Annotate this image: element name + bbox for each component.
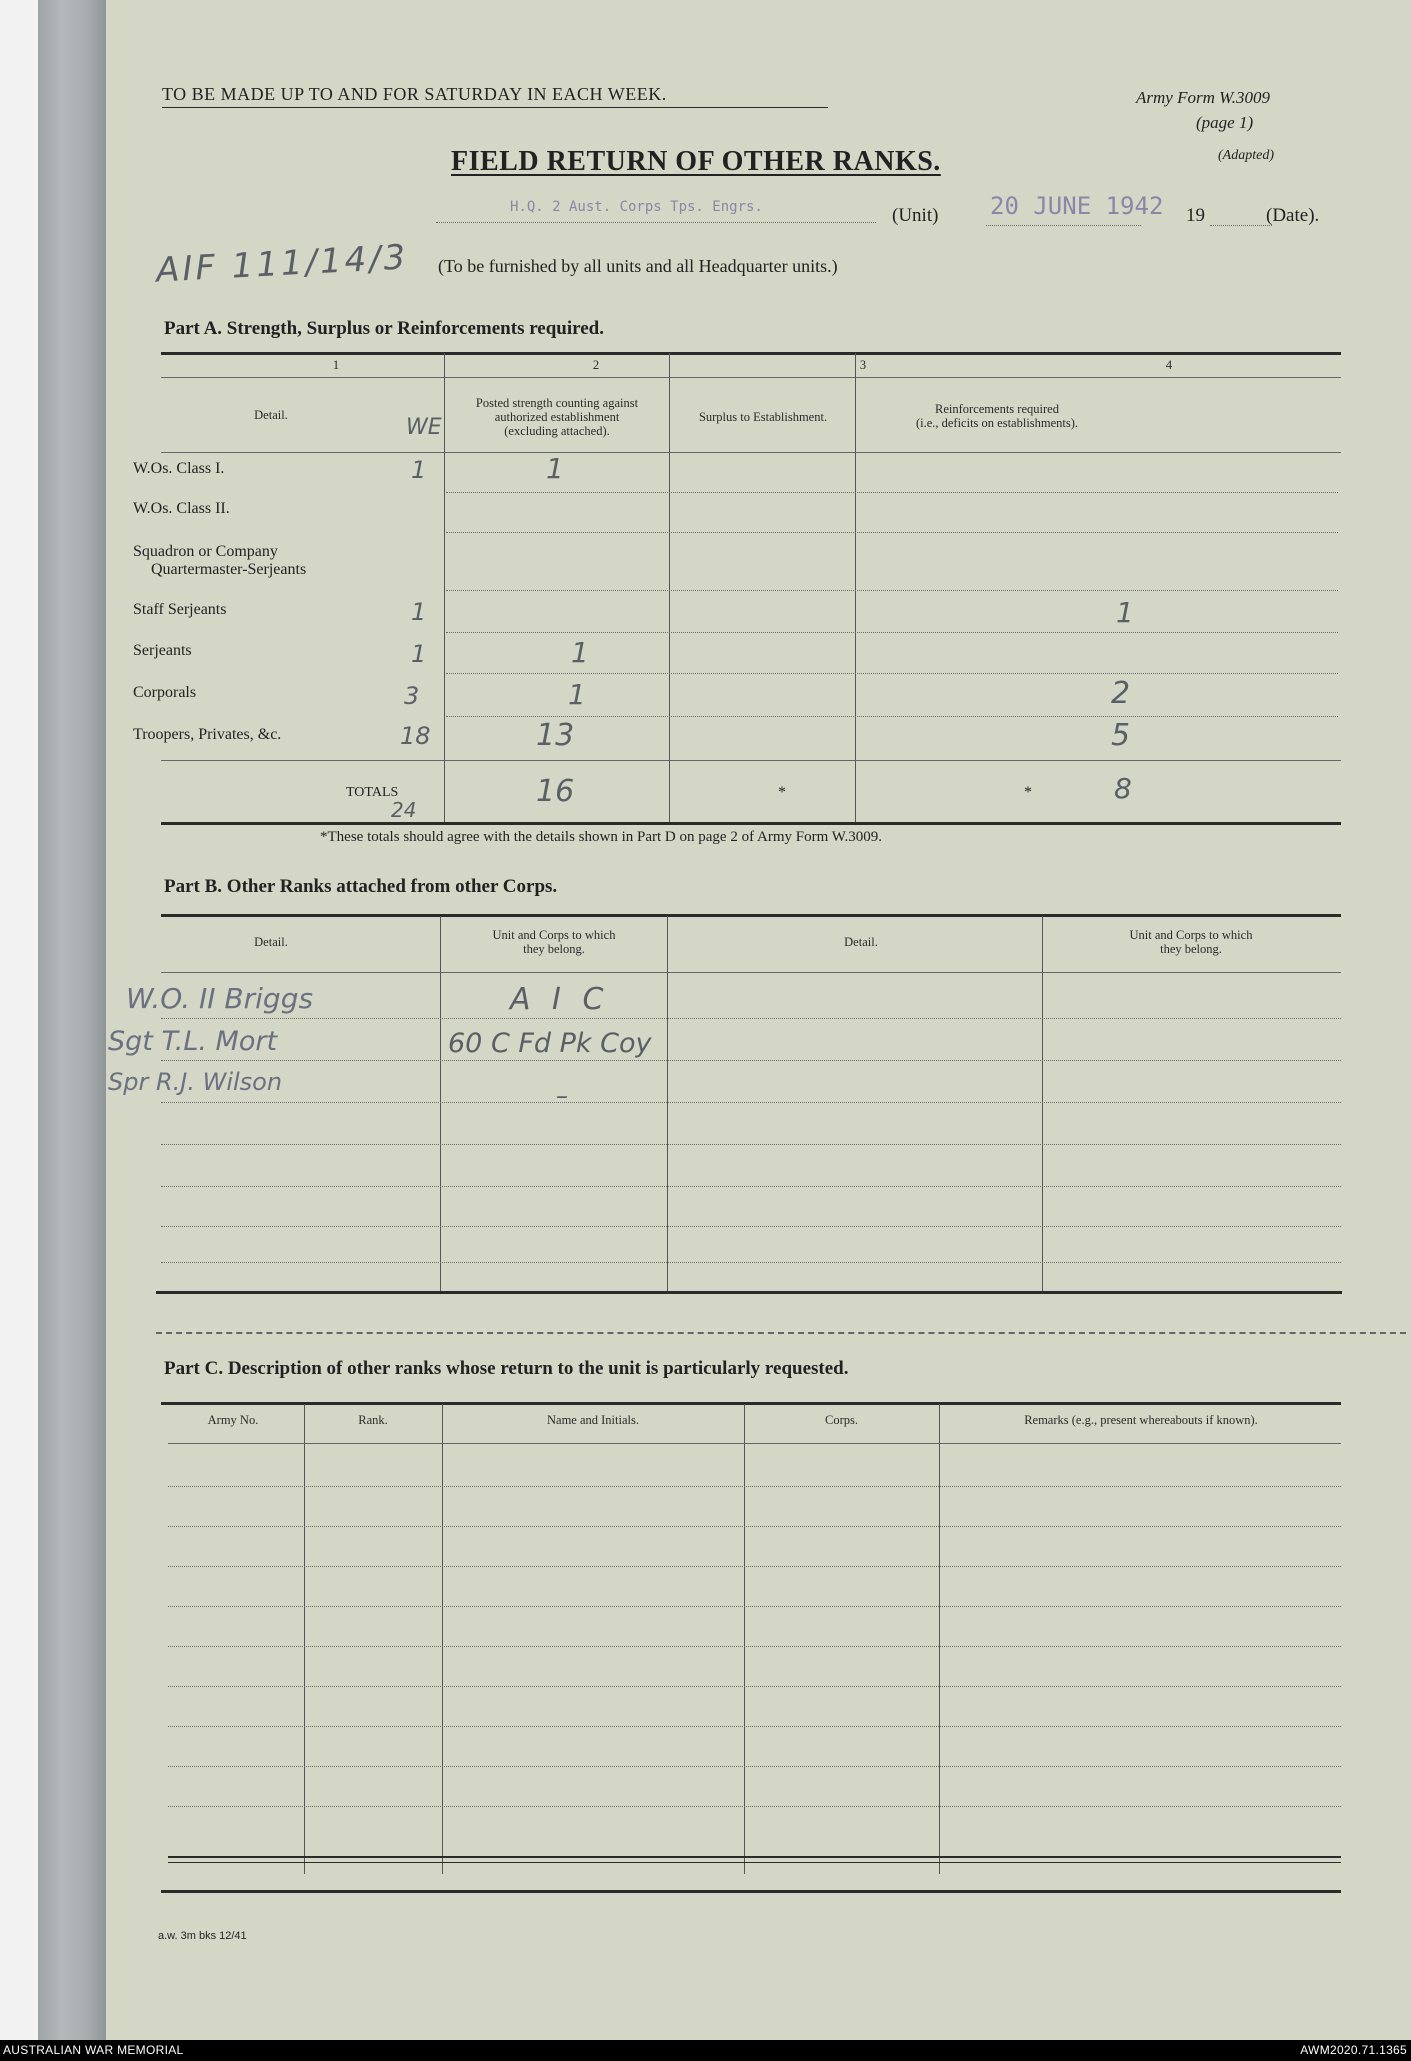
totals-reinf: 8 (1114, 772, 1132, 805)
printer-imprint: a.w. 3m bks 12/41 (158, 1930, 247, 1942)
part-b-header-unit: Unit and Corps to which they belong. (492, 928, 616, 956)
handwritten-we: WE (406, 415, 442, 440)
form-adapted: (Adapted) (1218, 148, 1274, 163)
archive-reference: AWM2020.71.1365 (1300, 2043, 1407, 2057)
totals-label: TOTALS (346, 785, 399, 800)
row-wo1-we: 1 (411, 456, 427, 484)
form-subtitle: (To be furnished by all units and all Headquarter units.) (438, 256, 838, 276)
part-a-footnote: *These totals should agree with the details shown in Part D on page 2 of Army Form W.3009. (320, 829, 883, 845)
row-label-wo-class-2: W.Os. Class II. (133, 500, 230, 517)
totals-we: 24 (391, 798, 417, 822)
part-b-header-detail: Detail. (254, 935, 288, 949)
year-prefix: 19 (1186, 205, 1205, 226)
date-label: (Date). (1266, 205, 1320, 226)
row-wo1-posted: 1 (546, 452, 564, 485)
part-c-title: Part C. Description of other ranks whose return to the unit is particularly requested. (164, 1358, 849, 1379)
part-b-entry-1-detail: W.O. II Briggs (126, 982, 314, 1015)
header-surplus: Surplus to Establishment. (698, 410, 828, 424)
row-cpl-reinf: 2 (1111, 676, 1131, 711)
part-a-title: Part A. Strength, Surplus or Reinforcements required. (164, 318, 604, 339)
form-title: FIELD RETURN OF OTHER RANKS. (451, 146, 941, 177)
part-b-title: Part B. Other Ranks attached from other Corps. (164, 876, 558, 897)
row-ssgt-reinf: 1 (1116, 596, 1134, 629)
row-label-serjeants: Serjeants (133, 642, 192, 659)
part-c-header-army-no: Army No. (207, 1413, 259, 1427)
part-b-entry-2-detail: Sgt T.L. Mort (108, 1026, 278, 1057)
totals-surplus-mark: * (778, 784, 786, 801)
row-label-troopers: Troopers, Privates, &c. (133, 726, 282, 743)
totals-reinf-mark: * (1024, 784, 1032, 801)
part-b-header-unit-right: Unit and Corps to which they belong. (1129, 928, 1253, 956)
col-number-1: 1 (332, 358, 340, 372)
row-label-cqms: Squadron or Company Quartermaster-Serjeants (133, 543, 307, 578)
col-number-3: 3 (859, 358, 867, 372)
part-b-header-detail-right: Detail. (844, 935, 878, 949)
form-number: Army Form W.3009 (1136, 88, 1270, 107)
part-c-header-rank: Rank. (358, 1413, 388, 1427)
col-number-4: 4 (1165, 358, 1173, 372)
unit-label: (Unit) (892, 205, 939, 226)
row-sgt-we: 1 (411, 640, 427, 668)
archive-name: AUSTRALIAN WAR MEMORIAL (3, 2043, 184, 2057)
row-label-staff-serjeants: Staff Serjeants (133, 601, 227, 618)
part-b-entry-1-unit: A I C (510, 982, 610, 1017)
row-tpr-reinf: 5 (1111, 718, 1131, 753)
row-sgt-posted: 1 (571, 636, 589, 669)
instruction-line: TO BE MADE UP TO AND FOR SATURDAY IN EACH WEEK. (162, 84, 667, 104)
form-sheet (106, 0, 1411, 2040)
date-stamp: 20 JUNE 1942 (990, 192, 1164, 220)
totals-posted: 16 (536, 774, 575, 809)
part-c-header-name: Name and Initials. (547, 1413, 639, 1427)
col-number-2: 2 (592, 358, 600, 372)
header-reinforcements: Reinforcements required (i.e., deficits on establishments). (915, 402, 1079, 430)
row-cpl-posted: 1 (568, 678, 586, 711)
row-tpr-posted: 13 (536, 718, 575, 753)
archive-footer (0, 2040, 1411, 2061)
row-cpl-we: 3 (404, 682, 420, 710)
unit-stamp: H.Q. 2 Aust. Corps Tps. Engrs. (510, 199, 763, 215)
part-b-entry-2-unit: 60 C Fd Pk Coy (448, 1028, 652, 1059)
header-posted: Posted strength counting against authorized establishment (excluding attached). (475, 396, 639, 438)
scan-margin (0, 0, 38, 2040)
perforation-line (156, 1332, 1406, 1334)
handwritten-file-reference: AIF 111/14/3 (155, 237, 410, 291)
part-b-entry-3-unit: – (556, 1082, 568, 1110)
row-ssgt-we: 1 (411, 598, 427, 626)
row-label-corporals: Corporals (133, 684, 197, 701)
part-c-header-corps: Corps. (825, 1413, 858, 1427)
row-label-wo-class-1: W.Os. Class I. (133, 460, 225, 477)
form-page: (page 1) (1196, 113, 1254, 132)
backing-sheet-edge (38, 0, 106, 2040)
part-b-entry-3-detail: Spr R.J. Wilson (108, 1068, 283, 1096)
part-c-header-remarks: Remarks (e.g., present whereabouts if known). (1024, 1413, 1258, 1427)
row-tpr-we: 18 (400, 722, 431, 750)
header-detail: Detail. (254, 408, 288, 422)
